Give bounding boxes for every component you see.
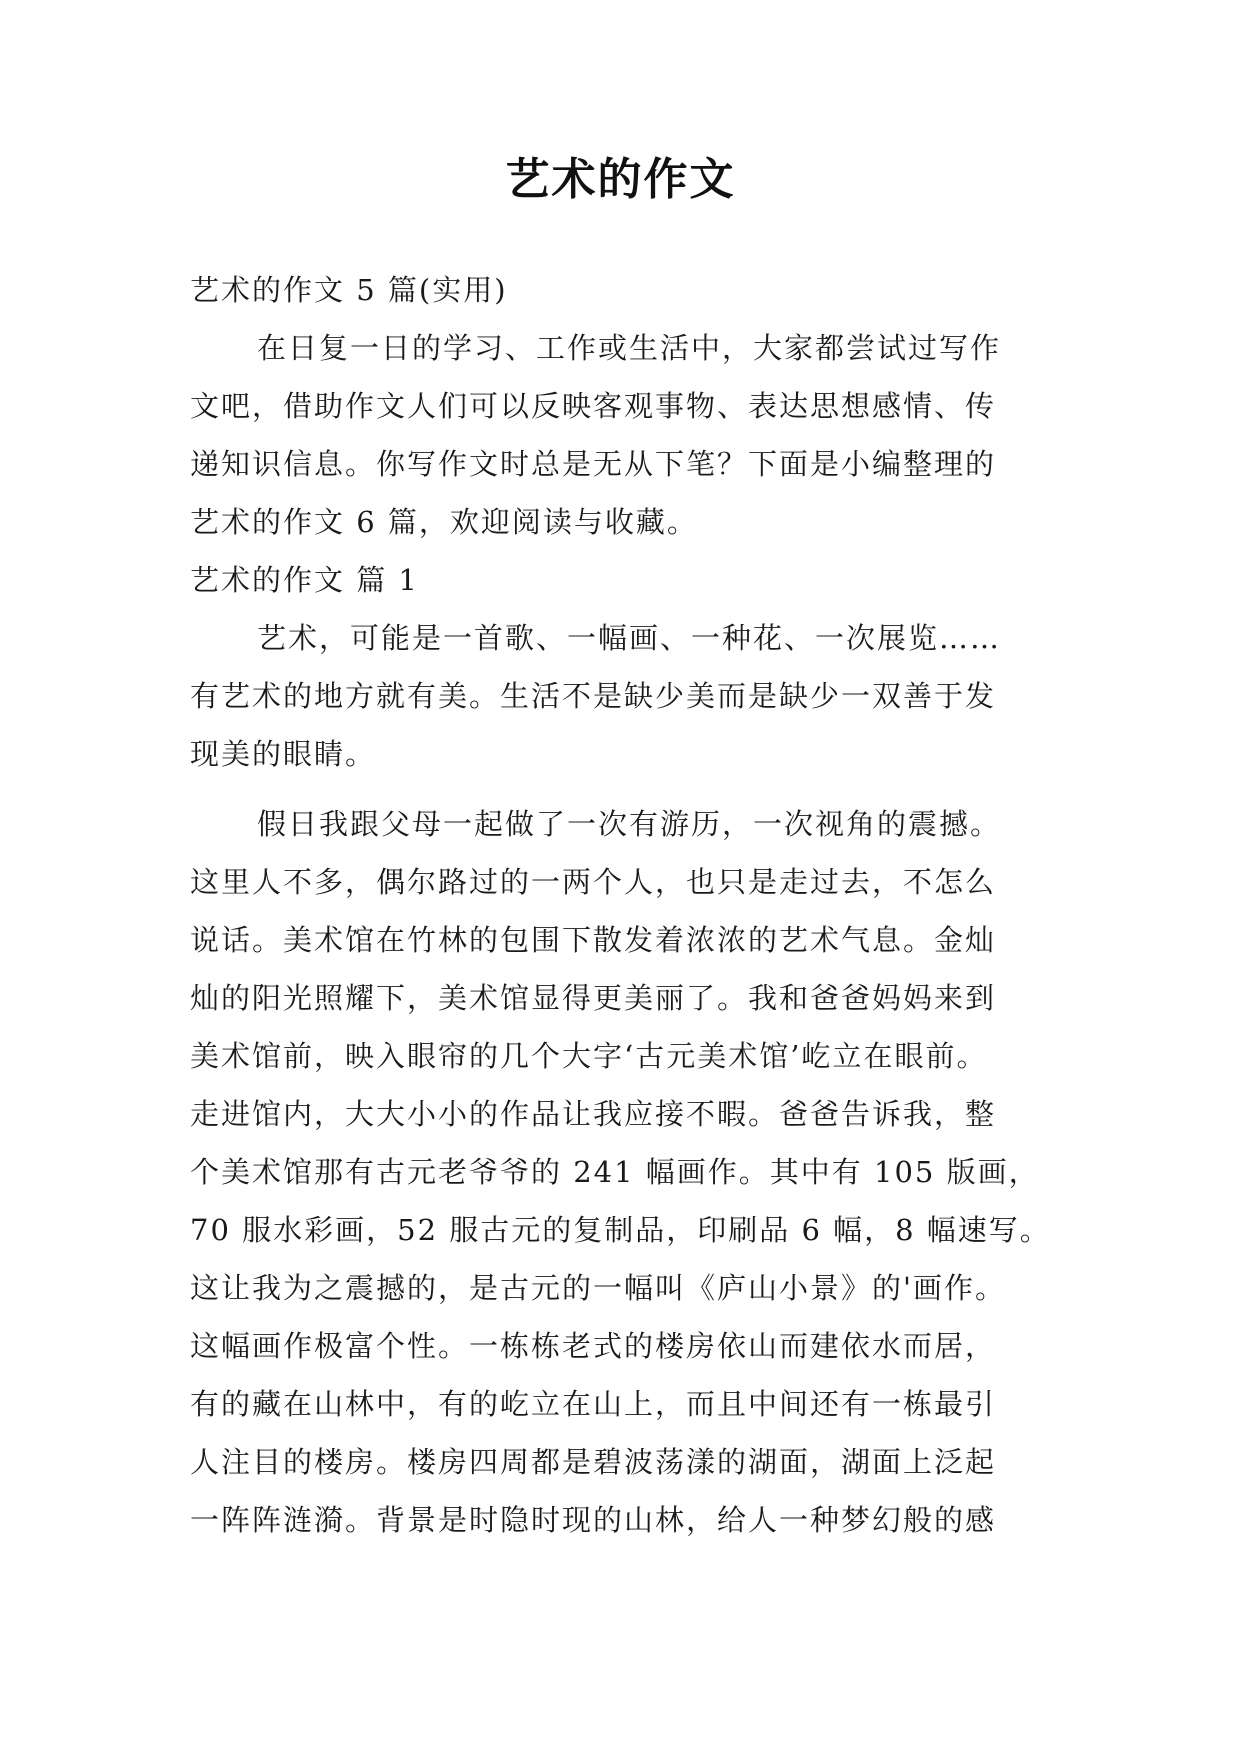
text-line: 一阵阵涟漪。背景是时隐时现的山林，给人一种梦幻般的感: [190, 1503, 997, 1537]
text-line: 美术馆前，映入眼帘的几个大字‘古元美术馆’屹立在眼前。: [190, 1039, 988, 1073]
text-line: 艺术的作文 6 篇，欢迎阅读与收藏。: [190, 505, 698, 539]
text-line: 说话。美术馆在竹林的包围下散发着浓浓的艺术气息。金灿: [190, 923, 997, 957]
subtitle-line: 艺术的作文 5 篇(实用): [190, 273, 508, 307]
text-line: 有的藏在山林中，有的屹立在山上，而且中间还有一栋最引: [190, 1387, 997, 1421]
document-body: [190, 261, 1058, 1549]
text-line: 70 服水彩画，52 服古元的复制品，印刷品 6 幅，8 幅速写。: [190, 1213, 1051, 1247]
text-line: 走进馆内，大大小小的作品让我应接不暇。爸爸告诉我，整: [190, 1097, 997, 1131]
text-line: 递知识信息。你写作文时总是无从下笔？下面是小编整理的: [190, 447, 997, 481]
text-line: 这让我为之震撼的，是古元的一幅叫《庐山小景》的'画作。: [190, 1271, 1006, 1305]
text-line: 有艺术的地方就有美。生活不是缺少美而是缺少一双善于发: [190, 679, 997, 713]
section-heading: 艺术的作文 篇 1: [190, 563, 419, 597]
text-line: 这幅画作极富个性。一栋栋老式的楼房依山而建依水而居，: [190, 1329, 997, 1363]
document-title: 艺术的作文: [505, 154, 736, 205]
text-line: 在日复一日的学习、工作或生活中，大家都尝试过写作: [257, 331, 1002, 365]
text-line: 艺术，可能是一首歌、一幅画、一种花、一次展览……: [257, 621, 1002, 655]
text-line: 现美的眼睛。: [190, 737, 377, 771]
paragraph-1: [190, 609, 1058, 783]
intro-paragraph: [190, 319, 1058, 551]
text-line: 文吧，借助作文人们可以反映客观事物、表达思想感情、传: [190, 389, 997, 423]
paragraph-2: [190, 795, 1058, 1549]
text-line: 假日我跟父母一起做了一次有游历，一次视角的震撼。: [257, 807, 1002, 841]
text-line: 这里人不多，偶尔路过的一两个人，也只是走过去，不怎么: [190, 865, 997, 899]
text-line: 人注目的楼房。楼房四周都是碧波荡漾的湖面，湖面上泛起: [190, 1445, 997, 1479]
text-line: 灿的阳光照耀下，美术馆显得更美丽了。我和爸爸妈妈来到: [190, 981, 997, 1015]
text-line: 个美术馆那有古元老爷爷的 241 幅画作。其中有 105 版画，: [190, 1155, 1040, 1189]
